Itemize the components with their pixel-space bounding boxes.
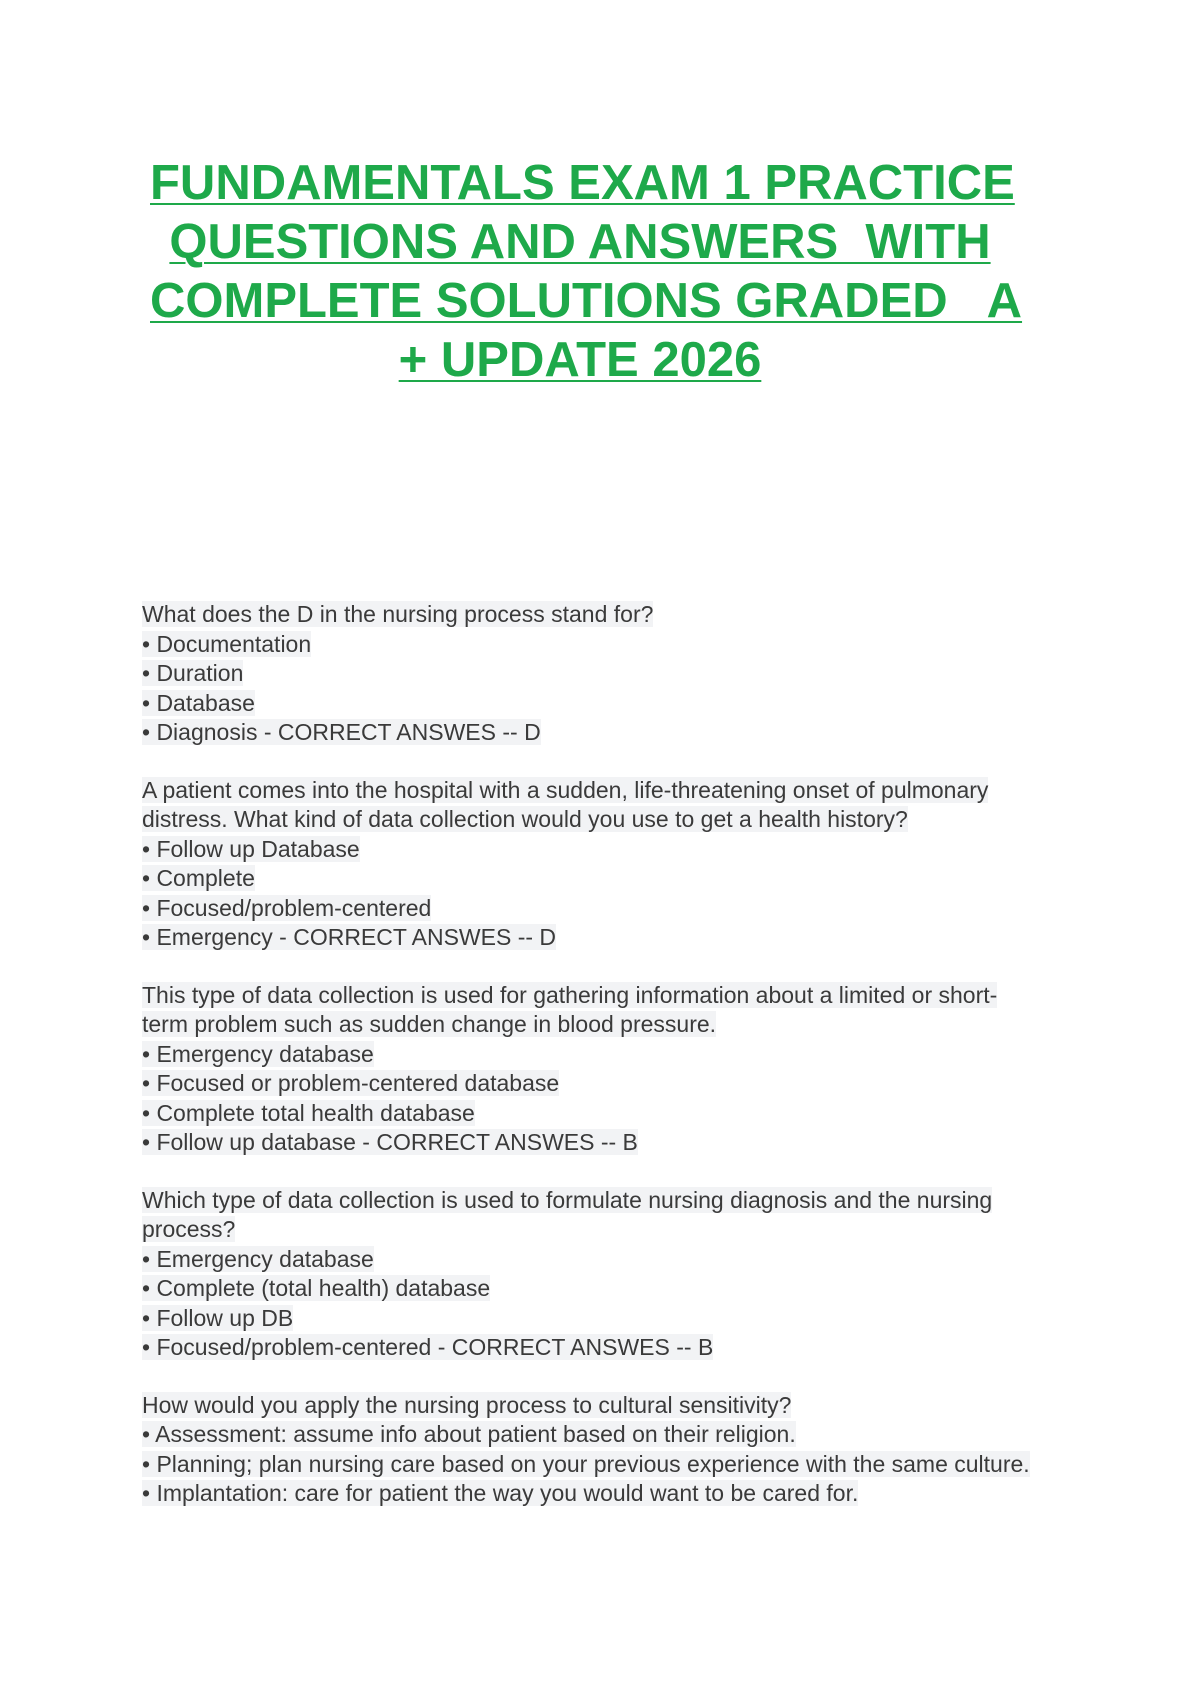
answer-option: • Planning; plan nursing care based on your previous experience with the same culture. bbox=[142, 1450, 1030, 1477]
question-text: This type of data collection is used for gathering information about a limited or short- bbox=[142, 981, 998, 1008]
answer-option: • Complete total health database bbox=[142, 1099, 475, 1126]
question-block bbox=[142, 1186, 1082, 1363]
answer-option: • Emergency database bbox=[142, 1245, 374, 1272]
answer-option: • Complete bbox=[142, 865, 255, 891]
answer-option: • Documentation bbox=[142, 630, 312, 657]
question-text: process? bbox=[142, 1216, 236, 1242]
title-line: QUESTIONS AND ANSWERS WITH bbox=[169, 215, 991, 269]
answer-option-with-key: • Diagnosis - CORRECT ANSWES -- D bbox=[142, 719, 541, 745]
answer-option: • Follow up Database bbox=[142, 835, 360, 862]
question-block bbox=[142, 600, 1082, 748]
question-text: Which type of data collection is used to formulate nursing diagnosis and the nursing bbox=[142, 1186, 993, 1213]
question-block bbox=[142, 981, 1082, 1158]
question-text: term problem such as sudden change in blood pressure. bbox=[142, 1011, 717, 1037]
answer-option: • Complete (total health) database bbox=[142, 1275, 491, 1301]
question-block bbox=[142, 1391, 1082, 1509]
answer-option: • Assessment: assume info about patient based on their religion. bbox=[142, 1421, 796, 1447]
document-title bbox=[150, 154, 1023, 390]
answer-option: • Database bbox=[142, 689, 255, 716]
title-line: COMPLETE SOLUTIONS GRADED A bbox=[150, 274, 1023, 328]
answer-option-with-key: • Emergency - CORRECT ANSWES -- D bbox=[142, 924, 557, 950]
title-line: + UPDATE 2026 bbox=[398, 333, 762, 387]
question-text: distress. What kind of data collection would you use to get a health history? bbox=[142, 806, 908, 832]
answer-option: • Focused/problem-centered bbox=[142, 894, 432, 921]
answer-option: • Emergency database bbox=[142, 1040, 374, 1067]
answer-option-with-key: • Follow up database - CORRECT ANSWES -- B bbox=[142, 1129, 638, 1155]
answer-option: • Follow up DB bbox=[142, 1304, 294, 1331]
answer-option: • Focused or problem-centered database bbox=[142, 1070, 560, 1096]
question-text: What does the D in the nursing process stand for? bbox=[142, 601, 654, 627]
question-text: A patient comes into the hospital with a sudden, life-threatening onset of pulmonary bbox=[142, 776, 989, 803]
answer-option-with-key: • Focused/problem-centered - CORRECT ANSWES -- B bbox=[142, 1334, 714, 1360]
answer-option: • Duration bbox=[142, 660, 244, 686]
answer-option: • Implantation: care for patient the way you would want to be cared for. bbox=[142, 1480, 859, 1506]
title-line: FUNDAMENTALS EXAM 1 PRACTICE bbox=[150, 156, 1015, 210]
question-list bbox=[142, 600, 1082, 1537]
question-block bbox=[142, 776, 1082, 953]
question-text: How would you apply the nursing process to cultural sensitivity? bbox=[142, 1391, 792, 1418]
